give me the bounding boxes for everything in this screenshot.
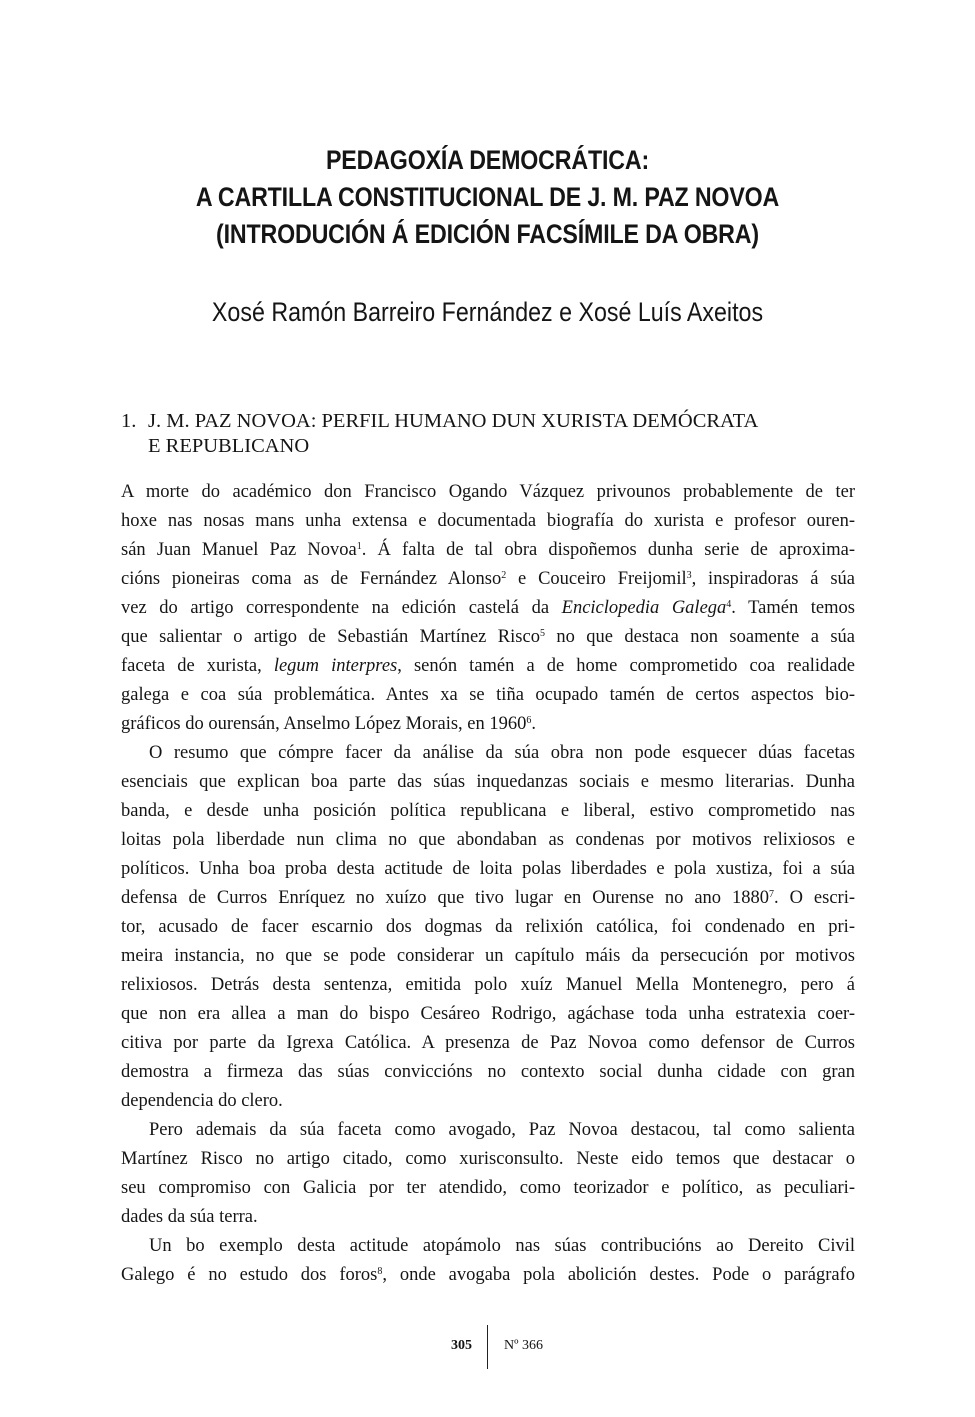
text-span: sán Juan Manuel Paz Novoa bbox=[121, 540, 357, 560]
text-span: e Couceiro Freijomil bbox=[506, 569, 687, 589]
text-line: O resumo que cómpre facer da análise da súa obra non pode esquecer dúas facetas bbox=[149, 743, 855, 763]
title-line-1: PEDAGOXÍA DEMOCRÁTICA: bbox=[325, 145, 650, 175]
footnote-ref[interactable]: 5 bbox=[539, 628, 545, 639]
text-line: esenciais que explican boa parte das súas inquedanzas sociais e mesmo literarias. Dunha bbox=[121, 772, 855, 792]
text-span: . O escri- bbox=[774, 888, 855, 908]
text-line: demostra a firmeza das súas conviccións no contexto social dunha cidade con gran bbox=[121, 1062, 855, 1082]
issue-number: Nº 366 bbox=[504, 1338, 543, 1353]
section-title-line-1: J. M. PAZ NOVOA: PERFIL HUMANO DUN XURISTA DEMÓCRATA bbox=[148, 410, 759, 432]
body-text bbox=[121, 478, 855, 1290]
section-number: 1. bbox=[121, 410, 137, 432]
text-line: hoxe nas nosas mans unha extensa e documentada biografía do xurista e profesor ouren- bbox=[121, 511, 855, 531]
text-line: banda, e desde unha posición política republicana e liberal, estivo comprometido nas bbox=[121, 801, 855, 821]
title-line-2: A CARTILLA CONSTITUCIONAL DE J. M. PAZ NOVOA bbox=[195, 182, 780, 212]
text-span: , onde avogaba pola abolición destes. Pode o parágrafo bbox=[382, 1265, 855, 1285]
text-span: cións pioneiras coma as de Fernández Alonso bbox=[121, 569, 502, 589]
italic-title: Enciclopedia Galega bbox=[561, 598, 727, 618]
text-span: no que destaca non soamente a súa bbox=[544, 627, 855, 647]
page-footer bbox=[0, 1325, 975, 1369]
text-line: citiva por parte da Igrexa Católica. A presenza de Paz Novoa como defensor de Curros bbox=[121, 1033, 855, 1053]
text-line: loitas pola liberdade nun clima no que abondaban as condenas por motivos relixiosos e bbox=[121, 830, 855, 850]
text-line: A morte do académico don Francisco Ogando Vázquez privounos probablemente de ter bbox=[121, 482, 855, 502]
page-number: 305 bbox=[451, 1338, 472, 1353]
footnote-ref[interactable]: 8 bbox=[377, 1266, 383, 1277]
text-span: . bbox=[531, 714, 536, 734]
text-line bbox=[121, 536, 855, 565]
text-line: que non era allea a man do bispo Cesáreo Rodrigo, agáchase toda unha estratexia coer- bbox=[121, 1004, 855, 1024]
text-line bbox=[121, 652, 855, 681]
text-line: políticos. Unha boa proba desta actitude de loita polas liberdades e pola xustiza, foi a súa bbox=[121, 859, 855, 879]
footnote-ref[interactable]: 3 bbox=[686, 570, 692, 581]
text-span: , inspiradoras á súa bbox=[691, 569, 856, 589]
text-span: defensa de Curros Enríquez no xuízo que tivo lugar en Ourense no ano 1880 bbox=[121, 888, 769, 908]
title-line-3: (INTRODUCIÓN Á EDICIÓN FACSÍMILE DA OBRA) bbox=[216, 219, 759, 249]
text-line: galega e coa súa problemática. Antes xa se tiña ocupado tamén de certos aspectos bio- bbox=[121, 685, 855, 705]
text-line: Pero ademais da súa faceta como avogado, Paz Novoa destacou, tal como salienta bbox=[149, 1120, 855, 1140]
authors-byline: Xosé Ramón Barreiro Fernández e Xosé Luís Axeitos bbox=[211, 297, 764, 327]
footnote-ref[interactable]: 6 bbox=[526, 715, 532, 726]
text-line bbox=[121, 623, 855, 652]
footer-divider bbox=[487, 1325, 488, 1369]
section-title-line-2: E REPUBLICANO bbox=[148, 435, 310, 457]
text-line: Martínez Risco no artigo citado, como xurisconsulto. Neste eido temos que destacar o bbox=[121, 1149, 855, 1169]
text-span: faceta de xurista, bbox=[121, 656, 274, 676]
text-line bbox=[121, 884, 855, 913]
footnote-ref[interactable]: 4 bbox=[726, 599, 732, 610]
article-title bbox=[0, 142, 975, 253]
footnote-ref[interactable]: 2 bbox=[501, 570, 507, 581]
text-span: . Á falta de tal obra dispoñemos dunha serie de aproxima- bbox=[361, 540, 855, 560]
text-line: dependencia do clero. bbox=[121, 1091, 283, 1111]
text-line bbox=[121, 565, 855, 594]
text-line: relixiosos. Detrás desta sentenza, emitida polo xuíz Manuel Mella Montenegro, pero á bbox=[121, 975, 855, 995]
text-line bbox=[121, 1261, 855, 1290]
text-line: Un bo exemplo desta actitude atopámolo nas súas contribucións ao Dereito Civil bbox=[149, 1236, 855, 1256]
text-line bbox=[121, 594, 855, 623]
text-line bbox=[121, 710, 855, 739]
text-span: gráficos do ourensán, Anselmo López Morais, en 1960 bbox=[121, 714, 527, 734]
text-span: . Tamén temos bbox=[731, 598, 855, 618]
footnote-ref[interactable]: 1 bbox=[356, 541, 362, 552]
text-line: seu compromiso con Galicia por ter atendido, como teorizador e político, as peculiari- bbox=[121, 1178, 855, 1198]
text-span: , senón tamén a de home comprometido coa realidade bbox=[397, 656, 855, 676]
footnote-ref[interactable]: 7 bbox=[769, 889, 774, 900]
text-line: tor, acusado de facer escarnio dos dogmas da relixión católica, foi condenado en pri- bbox=[121, 917, 855, 937]
text-span: que salientar o artigo de Sebastián Martínez Risco bbox=[121, 627, 540, 647]
text-span: vez do artigo correspondente na edición castelá da bbox=[121, 598, 562, 618]
text-span: Galego é no estudo dos foros bbox=[121, 1265, 378, 1285]
italic-phrase: legum interpres bbox=[273, 656, 398, 676]
text-line: meira instancia, no que se pode considerar un capítulo máis da persecución por motivos bbox=[121, 946, 855, 966]
text-line: dades da súa terra. bbox=[121, 1207, 258, 1227]
